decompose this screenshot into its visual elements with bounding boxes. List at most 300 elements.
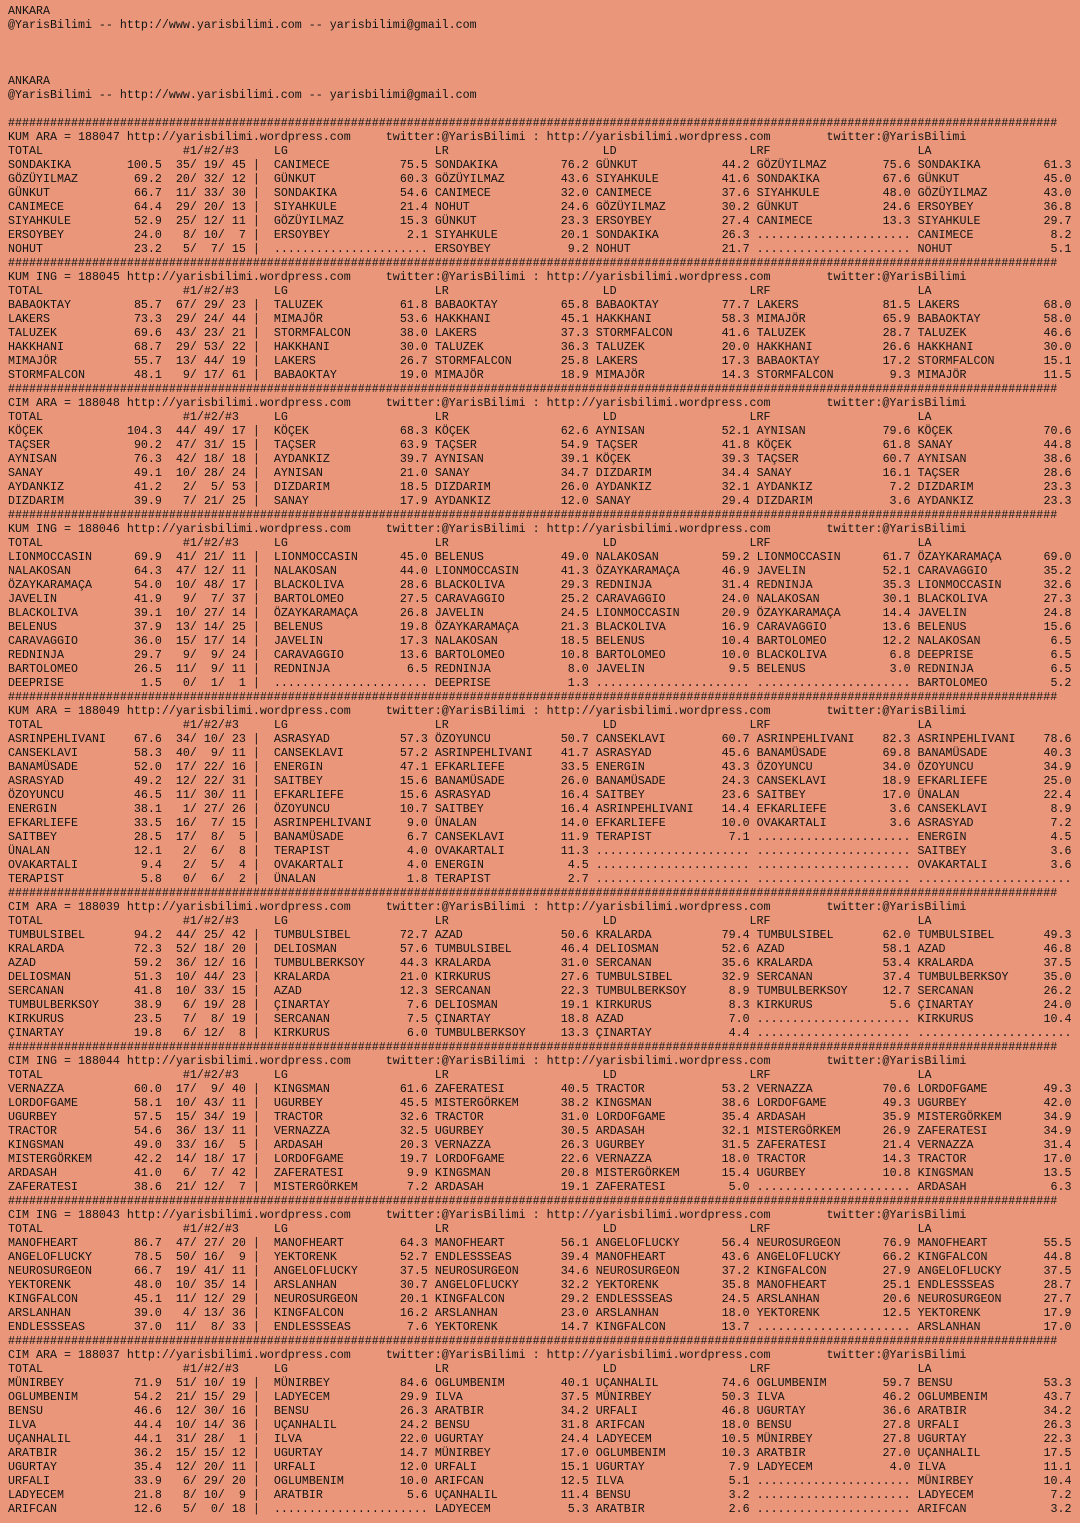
table-row	[8, 1278, 1080, 1292]
slash: /	[217, 816, 225, 830]
slash: /	[189, 1152, 197, 1166]
place-1-count: 44	[175, 928, 190, 942]
lg-value: 45.0	[399, 550, 428, 564]
lr-name: AYDANKIZ	[434, 494, 491, 508]
slash: /	[217, 844, 225, 858]
separator-line: ######################################################################################################################################################	[8, 1040, 1058, 1054]
ld-name: JAVELIN	[595, 662, 645, 676]
lrf-name: ZAFERATESI	[756, 1138, 827, 1152]
twitter-handle: twitter:@YarisBilimi	[385, 704, 526, 718]
lr-value: 37.3	[560, 326, 589, 340]
total-name: KIRKURUS	[8, 1012, 64, 1026]
col-lr: LR	[434, 536, 449, 550]
slash: /	[217, 788, 225, 802]
ld-value: 34.4	[721, 466, 750, 480]
lg-name: MIMAJÖR	[273, 312, 323, 326]
lg-value: 10.7	[399, 802, 428, 816]
table-row	[8, 1460, 1080, 1474]
total-score: 49.0	[133, 1138, 162, 1152]
lrf-value: 27.8	[882, 1418, 911, 1432]
ld-name: GÖZÜYILMAZ	[595, 200, 666, 214]
table-row	[8, 1138, 1080, 1152]
divider: |	[252, 928, 260, 942]
table-row	[8, 1320, 1080, 1334]
la-name: ARATBIR	[917, 1404, 967, 1418]
section-header	[8, 522, 1080, 536]
total-name: GÜNKUT	[8, 186, 50, 200]
place-3-count: 20	[231, 1236, 246, 1250]
total-name: MIMAJÖR	[8, 354, 57, 368]
lr-name: NEUROSURGEON	[434, 1264, 519, 1278]
lg-value: 2.1	[406, 228, 428, 242]
ld-value: 31.5	[721, 1138, 750, 1152]
lg-name: ENERGIN	[273, 760, 323, 774]
place-1-count: 17	[175, 830, 190, 844]
table-row	[8, 480, 1080, 494]
wordpress-link[interactable]: http://yarisbilimi.wordpress.com	[126, 704, 351, 718]
lg-name: MÜNIRBEY	[273, 1376, 330, 1390]
ld-name: OGLUMBENIM	[595, 1446, 666, 1460]
total-score: 33.9	[133, 1474, 162, 1488]
divider: |	[252, 1166, 260, 1180]
place-1-count: 15	[175, 1110, 190, 1124]
twitter-handle: twitter:@YarisBilimi	[385, 396, 526, 410]
slash: /	[217, 1110, 225, 1124]
twitter-handle: twitter:@YarisBilimi	[826, 1208, 967, 1222]
la-value: 8.9	[1050, 802, 1072, 816]
lr-value: 45.1	[560, 312, 589, 326]
lr-name: LORDOFGAME	[434, 1152, 505, 1166]
lrf-empty: ......................	[756, 1474, 911, 1488]
lg-value: 37.5	[399, 1264, 428, 1278]
la-value: 5.2	[1050, 676, 1072, 690]
lrf-name: MÜNIRBEY	[756, 1432, 813, 1446]
lg-value: 6.0	[406, 1026, 428, 1040]
table-row	[8, 1446, 1080, 1460]
table-row	[8, 620, 1080, 634]
lr-value: 26.3	[560, 1138, 589, 1152]
la-value: 3.2	[1050, 1502, 1072, 1516]
slash: /	[217, 1152, 225, 1166]
wordpress-link[interactable]: http://yarisbilimi.wordpress.com	[126, 130, 351, 144]
slash: /	[189, 1026, 197, 1040]
place-3-count: 16	[231, 760, 246, 774]
divider: |	[252, 858, 260, 872]
place-2-count: 1	[210, 676, 218, 690]
la-name: JAVELIN	[917, 606, 967, 620]
ld-name: UGURBEY	[595, 1138, 645, 1152]
ld-value: 15.4	[721, 1166, 750, 1180]
total-score: 37.0	[133, 1320, 162, 1334]
col-lg: LG	[273, 1068, 288, 1082]
la-name: CARAVAGGIO	[917, 564, 988, 578]
ld-value: 24.3	[721, 774, 750, 788]
col-la: LA	[917, 914, 932, 928]
place-1-count: 21	[175, 1390, 190, 1404]
wordpress-link[interactable]: http://yarisbilimi.wordpress.com	[126, 1208, 351, 1222]
la-value: 28.7	[1043, 1278, 1072, 1292]
ld-value: 10.0	[721, 648, 750, 662]
la-value: 49.3	[1043, 1082, 1072, 1096]
lrf-empty: ......................	[756, 844, 911, 858]
slash: /	[217, 592, 225, 606]
lg-value: 7.6	[406, 1320, 428, 1334]
slash: /	[189, 1292, 197, 1306]
lg-value: 12.0	[399, 1460, 428, 1474]
total-name: ÜNALAN	[8, 844, 50, 858]
lrf-name: SANAY	[756, 466, 792, 480]
total-name: BARTOLOMEO	[8, 662, 78, 676]
lg-name: ERSOYBEY	[273, 228, 330, 242]
slash: /	[189, 1166, 197, 1180]
wordpress-link[interactable]: http://yarisbilimi.wordpress.com	[546, 270, 771, 284]
lg-value: 28.6	[399, 578, 428, 592]
lg-value: 22.0	[399, 1432, 428, 1446]
total-name: OVAKARTALI	[8, 858, 78, 872]
lr-name: UÇANHALIL	[434, 1488, 498, 1502]
twitter-handle: twitter:@YarisBilimi	[385, 270, 526, 284]
ld-value: 24.0	[721, 592, 750, 606]
twitter-handle: twitter:@YarisBilimi	[385, 1054, 526, 1068]
lrf-name: EFKARLIEFE	[756, 802, 827, 816]
la-value: 31.4	[1043, 1138, 1072, 1152]
lr-name: KIRKURUS	[434, 970, 491, 984]
lg-value: 27.5	[399, 592, 428, 606]
lrf-name: ÖZOYUNCU	[756, 760, 813, 774]
section-header	[8, 704, 1080, 718]
divider: |	[252, 480, 260, 494]
total-score: 41.8	[133, 984, 162, 998]
lg-value: 21.0	[399, 970, 428, 984]
wordpress-link[interactable]: http://yarisbilimi.wordpress.com	[546, 1208, 771, 1222]
link-separator[interactable]: :	[532, 1208, 540, 1222]
lrf-name: BANAMÜSADE	[756, 746, 827, 760]
slash: /	[217, 578, 225, 592]
slash: /	[189, 494, 197, 508]
lrf-value: 69.8	[882, 746, 911, 760]
la-value: 53.3	[1043, 1376, 1072, 1390]
la-name: ASRASYAD	[917, 816, 974, 830]
place-2-count: 27	[203, 1236, 218, 1250]
col-lrf: LRF	[749, 914, 771, 928]
separator-line: ######################################################################################################################################################	[8, 382, 1058, 396]
lr-name: BLACKOLIVA	[434, 578, 505, 592]
ld-value: 10.4	[721, 634, 750, 648]
lg-value: 20.1	[399, 1292, 428, 1306]
la-name: ÖZOYUNCU	[917, 760, 974, 774]
slash: /	[217, 606, 225, 620]
lrf-value: 66.2	[882, 1250, 911, 1264]
link-separator[interactable]: :	[532, 1348, 540, 1362]
slash: /	[189, 928, 197, 942]
lg-name: KÖÇEK	[273, 424, 309, 438]
lrf-value: 60.7	[882, 452, 911, 466]
place-1-count: 7	[182, 494, 190, 508]
place-3-count: 5	[238, 830, 246, 844]
place-1-count: 16	[175, 816, 190, 830]
slash: /	[217, 1306, 225, 1320]
ld-name: URFALI	[595, 1404, 638, 1418]
lg-name: AZAD	[273, 984, 302, 998]
ld-name: TAÇSER	[595, 438, 638, 452]
place-2-count: 22	[203, 774, 218, 788]
lr-value: 62.6	[560, 424, 589, 438]
lrf-name: TUMBULBERKSOY	[756, 984, 848, 998]
wordpress-link[interactable]: http://yarisbilimi.wordpress.com	[546, 522, 771, 536]
link-separator[interactable]: :	[532, 130, 540, 144]
ld-name: TUMBULSIBEL	[595, 970, 673, 984]
wordpress-link[interactable]: http://yarisbilimi.wordpress.com	[546, 130, 771, 144]
slash: /	[217, 424, 225, 438]
total-name: GÖZÜYILMAZ	[8, 172, 78, 186]
slash: /	[217, 1376, 225, 1390]
place-2-count: 8	[210, 1012, 218, 1026]
place-1-count: 11	[175, 1292, 190, 1306]
table-row	[8, 466, 1080, 480]
place-3-count: 11	[231, 746, 246, 760]
lg-value: 72.7	[399, 928, 428, 942]
place-3-count: 61	[231, 368, 246, 382]
place-3-count: 12	[231, 172, 246, 186]
lrf-name: UGURTAY	[756, 1404, 806, 1418]
total-score: 71.9	[133, 1376, 162, 1390]
twitter-handle: twitter:@YarisBilimi	[826, 130, 967, 144]
lg-name: ÖZOYUNCU	[273, 802, 330, 816]
place-3-count: 23	[231, 298, 246, 312]
lrf-name: ANGELOFLUCKY	[756, 1250, 841, 1264]
la-name: ZAFERATESI	[917, 1124, 988, 1138]
table-row	[8, 788, 1080, 802]
total-score: 21.8	[133, 1488, 162, 1502]
lrf-name: STORMFALCON	[756, 368, 834, 382]
ld-value: 37.2	[721, 1264, 750, 1278]
slash: /	[189, 746, 197, 760]
wordpress-link[interactable]: http://yarisbilimi.wordpress.com	[546, 1054, 771, 1068]
table-row	[8, 438, 1080, 452]
table-row	[8, 186, 1080, 200]
lr-name: BENSU	[434, 1418, 470, 1432]
la-value: 11.5	[1043, 368, 1072, 382]
total-name: KINGSMAN	[8, 1138, 64, 1152]
wordpress-link[interactable]: http://yarisbilimi.wordpress.com	[546, 1348, 771, 1362]
link-separator[interactable]: :	[532, 396, 540, 410]
divider: |	[252, 550, 260, 564]
slash: /	[217, 228, 225, 242]
place-1-count: 25	[175, 214, 190, 228]
slash: /	[189, 480, 197, 494]
slash: /	[189, 1264, 197, 1278]
la-value: 17.0	[1043, 1320, 1072, 1334]
la-value: 55.5	[1043, 1236, 1072, 1250]
wordpress-link[interactable]: http://yarisbilimi.wordpress.com	[126, 270, 351, 284]
lr-value: 21.3	[560, 620, 589, 634]
ld-value: 30.2	[721, 200, 750, 214]
lr-value: 18.9	[560, 368, 589, 382]
place-2-count: 20	[203, 1460, 218, 1474]
lrf-value: 21.4	[882, 1138, 911, 1152]
place-1-count: 2	[182, 844, 190, 858]
place-2-count: 20	[203, 200, 218, 214]
ld-name: LIONMOCCASIN	[595, 606, 680, 620]
lg-name: AYDANKIZ	[273, 452, 330, 466]
lr-name: AZAD	[434, 928, 463, 942]
place-2-count: 12	[203, 564, 218, 578]
wordpress-link[interactable]: http://yarisbilimi.wordpress.com	[126, 900, 351, 914]
slash: /	[189, 326, 197, 340]
slash: /	[217, 452, 225, 466]
place-1-count: 0	[182, 676, 190, 690]
wordpress-link[interactable]: http://yarisbilimi.wordpress.com	[126, 522, 351, 536]
table-row	[8, 970, 1080, 984]
slash: /	[217, 1460, 225, 1474]
table-row	[8, 998, 1080, 1012]
intro-line	[8, 102, 1080, 116]
place-3-count: 42	[231, 928, 246, 942]
lrf-value: 12.2	[882, 634, 911, 648]
la-name: NALAKOSAN	[917, 634, 981, 648]
ld-value: 20.0	[721, 340, 750, 354]
ld-value: 20.9	[721, 606, 750, 620]
wordpress-link[interactable]: http://yarisbilimi.wordpress.com	[546, 396, 771, 410]
total-name: TERAPIST	[8, 872, 64, 886]
lg-value: 15.3	[399, 214, 428, 228]
slash: /	[217, 1138, 225, 1152]
la-name: BARTOLOMEO	[917, 676, 988, 690]
total-score: 49.1	[133, 466, 162, 480]
link-separator[interactable]: :	[532, 522, 540, 536]
total-score: 54.2	[133, 1390, 162, 1404]
la-value: 70.6	[1043, 424, 1072, 438]
slash: /	[189, 578, 197, 592]
lg-name: EFKARLIEFE	[273, 788, 344, 802]
total-name: ENDLESSSEAS	[8, 1320, 85, 1334]
ld-name: SIYAHKULE	[595, 172, 659, 186]
col-lg: LG	[273, 536, 288, 550]
total-name: HAKKHANI	[8, 340, 64, 354]
lrf-value: 61.8	[882, 438, 911, 452]
lr-name: MANOFHEART	[434, 1236, 505, 1250]
lg-name: BABAOKTAY	[273, 368, 337, 382]
ld-value: 10.3	[721, 1446, 750, 1460]
divider: |	[252, 312, 260, 326]
slash: /	[189, 732, 197, 746]
divider: |	[252, 1180, 260, 1194]
ld-name: NALAKOSAN	[595, 550, 659, 564]
link-separator[interactable]: :	[532, 1054, 540, 1068]
la-name: OVAKARTALI	[917, 858, 988, 872]
place-2-count: 10	[203, 1488, 218, 1502]
slash: /	[217, 732, 225, 746]
wordpress-link[interactable]: http://yarisbilimi.wordpress.com	[546, 900, 771, 914]
total-score: 68.7	[133, 340, 162, 354]
lg-name: KIRKURUS	[273, 1026, 330, 1040]
divider: |	[252, 578, 260, 592]
ld-name: ARDASAH	[595, 1124, 645, 1138]
col-total: TOTAL	[8, 410, 43, 424]
lg-name: MISTERGÖRKEM	[273, 1180, 358, 1194]
place-2-count: 19	[203, 998, 218, 1012]
total-score: 51.3	[133, 970, 162, 984]
ld-value: 18.0	[721, 1152, 750, 1166]
slash: /	[189, 956, 197, 970]
total-score: 100.5	[126, 158, 162, 172]
ld-value: 35.4	[721, 1110, 750, 1124]
divider: |	[252, 1278, 260, 1292]
table-row	[8, 648, 1080, 662]
link-separator[interactable]: :	[532, 704, 540, 718]
ld-value: 79.4	[721, 928, 750, 942]
ld-name: ARSLANHAN	[595, 1306, 659, 1320]
total-score: 39.1	[133, 606, 162, 620]
table-row	[8, 1376, 1080, 1390]
lrf-value: 58.1	[882, 942, 911, 956]
ld-value: 18.0	[721, 1306, 750, 1320]
ld-value: 43.6	[721, 1250, 750, 1264]
lg-value: 26.8	[399, 606, 428, 620]
total-name: VERNAZZA	[8, 1082, 64, 1096]
total-score: 24.0	[133, 228, 162, 242]
link-separator[interactable]: :	[532, 270, 540, 284]
contact-line: @YarisBilimi -- http://www.yarisbilimi.com -- yarisbilimi@gmail.com	[8, 88, 477, 102]
total-name: SERCANAN	[8, 984, 64, 998]
slash: /	[217, 1096, 225, 1110]
lrf-name: MANOFHEART	[756, 1278, 827, 1292]
la-name: ERSOYBEY	[917, 200, 974, 214]
ld-name: MANOFHEART	[595, 1250, 666, 1264]
total-name: BABAOKTAY	[8, 298, 71, 312]
la-value: 3.6	[1050, 844, 1072, 858]
lg-name: CANIMECE	[273, 158, 330, 172]
ld-value: 16.9	[721, 620, 750, 634]
col-lr: LR	[434, 718, 449, 732]
col-total: TOTAL	[8, 536, 43, 550]
wordpress-link[interactable]: http://yarisbilimi.wordpress.com	[126, 1054, 351, 1068]
lg-value: 21.0	[399, 466, 428, 480]
table-row	[8, 760, 1080, 774]
link-separator[interactable]: :	[532, 900, 540, 914]
lrf-name: SERCANAN	[756, 970, 813, 984]
la-value: 13.5	[1043, 1166, 1072, 1180]
wordpress-link[interactable]: http://yarisbilimi.wordpress.com	[126, 1348, 351, 1362]
ld-name: ARIFCAN	[595, 1418, 645, 1432]
ld-name: BABAOKTAY	[595, 298, 659, 312]
la-value: 35.2	[1043, 564, 1072, 578]
section-header	[8, 1054, 1080, 1068]
lr-name: UGURBEY	[434, 1124, 484, 1138]
slash: /	[217, 1166, 225, 1180]
slash: /	[189, 242, 197, 256]
lg-name: ASRINPEHLIVANI	[273, 816, 372, 830]
la-value: 26.2	[1043, 984, 1072, 998]
slash: /	[217, 802, 225, 816]
la-empty: ......................	[917, 872, 1072, 886]
ld-name: SONDAKIKA	[595, 228, 659, 242]
lrf-name: GÜNKUT	[756, 200, 799, 214]
slash: /	[189, 340, 197, 354]
la-name: CANSEKLAVI	[917, 802, 988, 816]
lg-name: BENSU	[273, 1404, 309, 1418]
place-3-count: 42	[231, 1166, 246, 1180]
lrf-value: 7.2	[889, 480, 911, 494]
total-score: 54.0	[133, 578, 162, 592]
col-lrf: LRF	[749, 284, 771, 298]
place-3-count: 30	[231, 186, 246, 200]
slash: /	[217, 158, 225, 172]
la-value: 42.0	[1043, 1096, 1072, 1110]
wordpress-link[interactable]: http://yarisbilimi.wordpress.com	[126, 396, 351, 410]
separator	[8, 116, 1080, 130]
wordpress-link[interactable]: http://yarisbilimi.wordpress.com	[546, 704, 771, 718]
